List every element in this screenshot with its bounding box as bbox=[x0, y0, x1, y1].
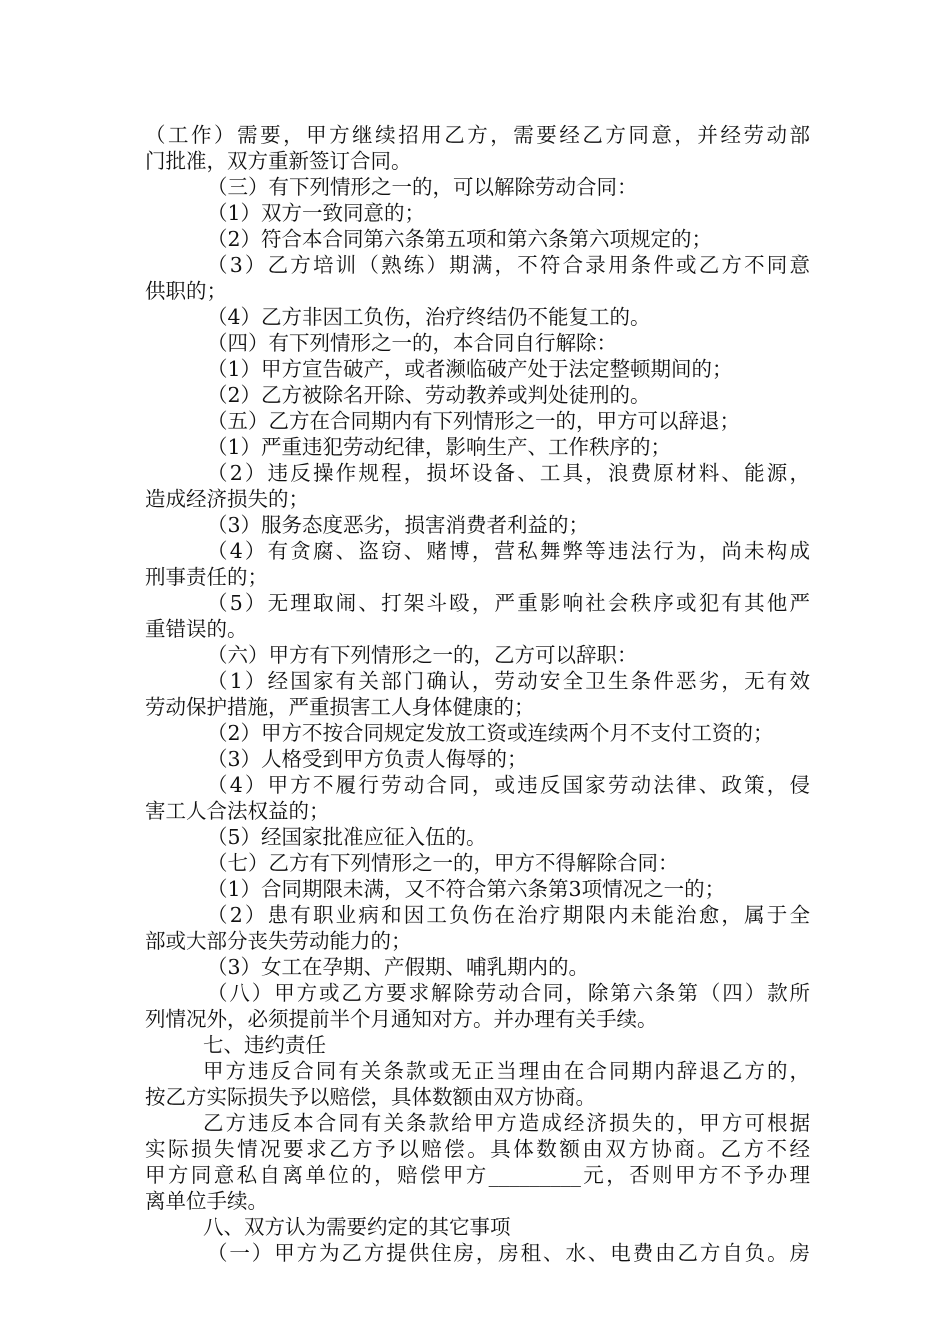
text-line: 列情况外，必须提前半个月通知对方。并办理有关手续。 bbox=[145, 1007, 658, 1031]
text-line: 害工人合法权益的； bbox=[145, 799, 330, 823]
text-line: （3）人格受到甲方负责人侮辱的； bbox=[207, 747, 528, 771]
text-line: （四）有下列情形之一的，本合同自行解除： bbox=[207, 331, 617, 355]
text-line: 门批准，双方重新签订合同。 bbox=[145, 149, 412, 173]
text-line: 按乙方实际损失予以赔偿，具体数额由双方协商。 bbox=[145, 1085, 596, 1109]
text-line: 供职的； bbox=[145, 279, 227, 303]
text-line: 八、双方认为需要约定的其它事项 bbox=[203, 1215, 511, 1239]
text-line: （七）乙方有下列情形之一的，甲方不得解除合同： bbox=[207, 851, 679, 875]
text-line: （六）甲方有下列情形之一的，乙方可以辞职： bbox=[207, 643, 638, 667]
text-line: （工作）需要，甲方继续招用乙方，需要经乙方同意，并经劳动部 bbox=[145, 123, 810, 147]
text-line: （2）符合本合同第六条第五项和第六条第六项规定的； bbox=[207, 227, 713, 251]
text-line: 甲方同意私自离单位的，赔偿甲方_________元，否则甲方不予办理 bbox=[145, 1163, 810, 1187]
text-line: 重错误的。 bbox=[145, 617, 248, 641]
text-line: （五）乙方在合同期内有下列情形之一的，甲方可以辞退； bbox=[207, 409, 740, 433]
text-line: （4）乙方非因工负伤，治疗终结仍不能复工的。 bbox=[207, 305, 651, 329]
text-line: （一）甲方为乙方提供住房，房租、水、电费由乙方自负。房 bbox=[207, 1241, 810, 1265]
text-line: 刑事责任的； bbox=[145, 565, 268, 589]
text-line: 实际损失情况要求乙方予以赔偿。具体数额由双方协商。乙方不经 bbox=[145, 1137, 810, 1161]
text-line: 造成经济损失的； bbox=[145, 487, 309, 511]
text-line: 劳动保护措施，严重损害工人身体健康的； bbox=[145, 695, 535, 719]
text-line: （1）经国家有关部门确认，劳动安全卫生条件恶劣，无有效 bbox=[207, 669, 810, 693]
text-line: （4）有贪腐、盗窃、赌博，营私舞弊等违法行为，尚未构成 bbox=[207, 539, 810, 563]
text-line: （1）甲方宣告破产，或者濒临破产处于法定整顿期间的； bbox=[207, 357, 733, 381]
text-line: （5）无理取闹、打架斗殴，严重影响社会秩序或犯有其他严 bbox=[207, 591, 810, 615]
text-line: （1）合同期限未满，又不符合第六条第3项情况之一的； bbox=[207, 877, 726, 901]
text-line: 七、违约责任 bbox=[203, 1033, 326, 1057]
text-line: （3）乙方培训（熟练）期满，不符合录用条件或乙方不同意 bbox=[207, 253, 810, 277]
text-line: （3）女工在孕期、产假期、哺乳期内的。 bbox=[207, 955, 590, 979]
text-line: （三）有下列情形之一的，可以解除劳动合同： bbox=[207, 175, 638, 199]
text-line: （八）甲方或乙方要求解除劳动合同，除第六条第（四）款所 bbox=[207, 981, 810, 1005]
text-line: （2）违反操作规程，损坏设备、工具，浪费原材料、能源， bbox=[207, 461, 810, 485]
text-line: 部或大部分丧失劳动能力的； bbox=[145, 929, 412, 953]
contract-text-body bbox=[145, 122, 810, 1266]
text-line: （3）服务态度恶劣，损害消费者利益的； bbox=[207, 513, 590, 537]
text-line: （2）甲方不按合同规定发放工资或连续两个月不支付工资的； bbox=[207, 721, 774, 745]
text-line: （1）严重违犯劳动纪律，影响生产、工作秩序的； bbox=[207, 435, 672, 459]
text-line: （2）患有职业病和因工负伤在治疗期限内未能治愈，属于全 bbox=[207, 903, 810, 927]
text-line: （5）经国家批准应征入伍的。 bbox=[207, 825, 487, 849]
text-line: 甲方违反合同有关条款或无正当理由在合同期内辞退乙方的， bbox=[203, 1059, 810, 1083]
text-line: （4）甲方不履行劳动合同，或违反国家劳动法律、政策，侵 bbox=[207, 773, 810, 797]
text-line: （1）双方一致同意的； bbox=[207, 201, 426, 225]
text-line: （2）乙方被除名开除、劳动教养或判处徒刑的。 bbox=[207, 383, 651, 407]
text-line: 乙方违反本合同有关条款给甲方造成经济损失的，甲方可根据 bbox=[203, 1111, 810, 1135]
text-line: 离单位手续。 bbox=[145, 1189, 268, 1213]
